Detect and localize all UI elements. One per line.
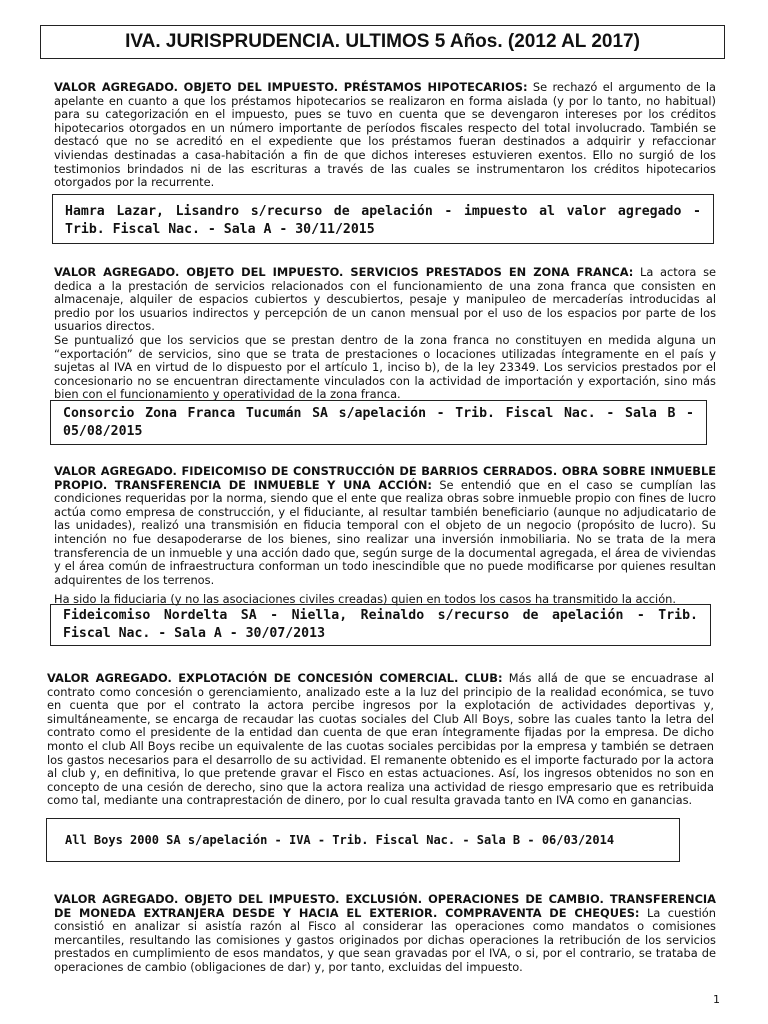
entry-body: La actora se dedica a la prestación de servicios relacionados con el funcionamiento de una zona franca que consisten en almacenaje, alquiler de espacios cubiertos y descubiertos, pesaje y manipuleo de mercaderías introducidas al predio por los usuarios indirectos y percepción de un canon mensual por el uso de los espacios por parte de los usuarios directos.: [54, 265, 717, 334]
page-number: 1: [713, 993, 720, 1006]
entry-paragraph: Ha sido la fiduciaria (y no las asociaciones civiles creadas) quien en todos los casos ha transmitido la acción.: [54, 592, 677, 607]
citation-text: Hamra Lazar, Lisandro s/recurso de apelación - impuesto al valor agregado - Trib. Fiscal Nac. - Sala A - 30/11/2015: [65, 204, 701, 237]
entry-prestamos-hipotecarios: [54, 81, 716, 190]
entry-fideicomiso: [54, 465, 716, 607]
page-title: IVA. JURISPRUDENCIA. ULTIMOS 5 Años. (2012 AL 2017): [40, 25, 725, 59]
entry-operaciones-cambio: [54, 893, 716, 975]
entry-zona-franca: [54, 266, 716, 402]
entry-heading: VALOR AGREGADO. OBJETO DEL IMPUESTO. SERVICIOS PRESTADOS EN ZONA FRANCA:: [54, 265, 634, 279]
entry-body: Se entendió que en el caso se cumplían las condiciones requeridas por la norma, siendo que el ente que realiza obras sobre inmueble propio con fines de lucro actúa como empresa de construcción, y el fiduciante, al resultar también beneficiario (aunque no adjudicatario de las unidades), realizó una transmisión en fiducia temporal con el objeto de un negocio (propósito de lucro). Su intención no fue desapoderarse de los bienes, sino realizar una inversión inmobiliaria. No se trata de la mera transferencia de un inmueble y una acción dado que, según surge de la documental agregada, el área de viviendas y el área común de infraestructura conforman un todo inescindible que no puede modificarse por quienes resultan adquirentes de los terrenos.: [54, 477, 716, 587]
entry-heading: VALOR AGREGADO. OBJETO DEL IMPUESTO. PRÉSTAMOS HIPOTECARIOS:: [54, 80, 528, 94]
entry-paragraph: [54, 266, 716, 334]
entry-heading: VALOR AGREGADO. FIDEICOMISO DE CONSTRUCCIÓN DE BARRIOS CERRADOS. OBRA SOBRE INMUEBLE PROPIO. TRANSFERENCIA DE INMUEBLE Y UNA ACCIÓN:: [54, 464, 716, 492]
entry-body: La cuestión consistió en analizar si asistía razón al Fisco al considerar las operaciones como mandatos o comisiones mercantiles, resultando las comisiones y gastos originados por dichas operaciones la retribución de los servicios prestados en cumplimiento de esos mandatos, y que sean gravadas por el IVA, o si, por el contrario, se trataba de operaciones de cambio (obligaciones de dar) y, por tanto, excluidas del impuesto.: [54, 905, 716, 974]
citation-box: [50, 400, 707, 445]
citation-text: Consorcio Zona Franca Tucumán SA s/apelación - Trib. Fiscal Nac. - Sala B - 05/08/2015: [63, 406, 694, 439]
entry-heading: VALOR AGREGADO. EXPLOTACIÓN DE CONCESIÓN COMERCIAL. CLUB:: [47, 671, 503, 685]
citation-text: Fideicomiso Nordelta SA - Niella, Reinaldo s/recurso de apelación - Trib. Fiscal Nac. - Sala A - 30/07/2013: [63, 608, 698, 641]
entry-paragraph: [54, 465, 716, 587]
entry-concesion-club: [47, 672, 714, 808]
citation-box: [46, 818, 680, 862]
citation-box: [52, 194, 714, 244]
entry-heading: VALOR AGREGADO. OBJETO DEL IMPUESTO. EXCLUSIÓN. OPERACIONES DE CAMBIO. TRANSFERENCIA DE MONEDA EXTRANJERA DESDE Y HACIA EL EXTERIOR. COMPRAVENTA DE CHEQUES:: [54, 892, 716, 920]
entry-body: Más allá de que se encuadrase al contrato como concesión o gerenciamiento, analizado este a la luz del principio de la realidad económica, se tuvo en cuenta que por el contrato la actora percibe ingresos por la explotación de actividades deportivas y, simultáneamente, se encarga de recaudar las cuotas sociales del Club All Boys, sobre las cuales tanto la letra del contrato como el presidente de la entidad dan cuenta de que eran íntegramente fijadas por la empresa. De dicho monto el club All Boys recibe un equivalente de las cuotas sociales percibidas por la empresa y también se detraen los gastos necesarios para el desarrollo de su actividad. El remanente obtenido es el importe facturado por la actora al club y, en definitiva, lo que pretende gravar el Fisco en estas actuaciones. Así, los ingresos obtenidos no son en concepto de una cesión de derecho, sino que la actora realiza una actividad de riesgo empresario que es retribuida como tal, mediante una contraprestación de dinero, por lo cual resulta gravada tanto en IVA como en ganancias.: [47, 671, 715, 808]
entry-body: Se rechazó el argumento de la apelante en cuanto a que los préstamos hipotecarios se realizaron en forma aislada (y por lo tanto, no habitual) para su categorización en el impuesto, pues se tuvo en cuenta que se devengaron intereses por los créditos hipotecarios otorgados en un número importante de períodos fiscales respecto del total involucrado. También se destacó que no se acreditó en el expediente que los préstamos fueran destinados a adquirir y refaccionar viviendas destinadas a casa-habitación a fin de que dichos intereses estuvieren exentos. Ello no surgió de los testimonios brindados ni de las escrituras a través de las cuales se instrumentaron los créditos hipotecarios otorgados por la recurrente.: [54, 80, 717, 190]
entry-paragraph: [47, 672, 714, 808]
entry-paragraph: Se puntualizó que los servicios que se prestan dentro de la zona franca no constituyen en medida alguna un “exportación” de servicios, sino que se trata de prestaciones o locaciones utilizadas íntegramente en el país y sujetas al IVA en virtud de lo dispuesto por el artículo 1, inciso b), de la ley 23349. Los servicios prestados por el concesionario no se encuentran directamente vinculados con la actividad de importación y exportación, sino más bien con el funcionamiento y operatividad de la zona franca.: [54, 332, 716, 402]
entry-paragraph: [54, 893, 716, 975]
citation-text: All Boys 2000 SA s/apelación - IVA - Trib. Fiscal Nac. - Sala B - 06/03/2014: [65, 833, 615, 847]
entry-paragraph: [54, 81, 716, 190]
citation-box: [50, 604, 711, 646]
